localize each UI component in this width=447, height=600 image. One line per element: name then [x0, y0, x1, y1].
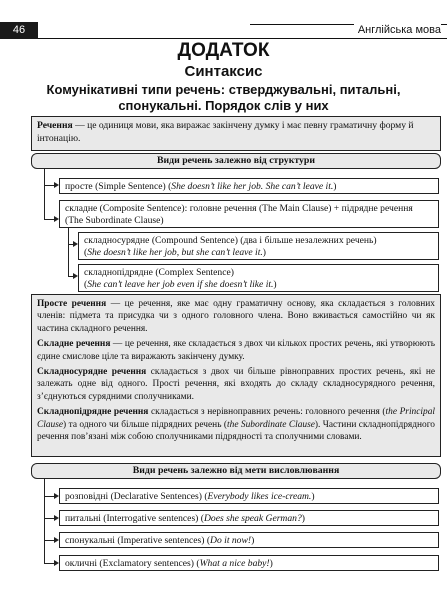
para-text: — це речення, яке складається з двох чи кількох простих речень, які утворюють єдине смислове ціле та виражають закінчену думку.	[37, 339, 435, 362]
complex-sentence-box: складнопідрядне (Complex Sentence) (She can’t leave her job even if she doesn’t like it.)	[78, 264, 439, 292]
term: Складне речення	[37, 339, 111, 350]
simple-example: She doesn’t like her job. She can’t leave it.	[171, 181, 334, 192]
syntax-explanation-box	[31, 294, 441, 457]
paren: )	[333, 181, 337, 192]
declarative-box	[59, 488, 439, 504]
compound-paragraph	[37, 366, 435, 403]
term: Складнопідрядне речення	[37, 407, 149, 418]
section-heading: Комунікативні типи речень: стверджувальні, питальні, спонукальні. Порядок слів у них	[46, 82, 401, 113]
definition-text: — це одиниця мови, яка виражає закінчену думку і має певну граматичну форму й інтонацію.	[37, 120, 414, 144]
definition-term: Речення	[37, 120, 73, 131]
simple-label: просте (Simple Sentence) (	[65, 181, 172, 192]
purpose-connector	[44, 540, 54, 541]
para-text: складається з нерівноправних речень: головного речення (	[148, 407, 386, 418]
paren: )	[311, 491, 315, 502]
term: Складносурядне речення	[37, 367, 147, 378]
interrogative-example: Does she speak German?	[203, 513, 302, 524]
para-text: — це речення, яке має одну граматичну основу, яка складається з головних членів: підмета та присудка чи з одного головного члена. Воно вживається самостійно чи як частина складного речення.	[37, 299, 435, 334]
compound-sentence-box: складносурядне (Compound Sentence) (два і більше незалежних речень) (She doesn’t like her job, but she can’t leave it.)	[78, 232, 439, 260]
exclamatory-label: окличні (Exclamatory sentences) (	[65, 558, 200, 569]
simple-paragraph	[37, 298, 435, 335]
paren: )	[269, 558, 273, 569]
declarative-example: Everybody likes ice-cream.	[207, 491, 312, 502]
page-number: 46	[0, 22, 38, 39]
definition-box	[31, 116, 441, 151]
structure-connector	[44, 185, 54, 186]
compound-example: She doesn’t like her job, but she can’t leave it.	[87, 247, 263, 258]
page-subtitle: Синтаксис	[184, 63, 263, 80]
exclamatory-example: What a nice baby!	[199, 558, 270, 569]
paren: )	[262, 247, 266, 258]
structure-heading: Види речень залежно від структури	[31, 153, 441, 169]
composite-paragraph	[37, 338, 435, 363]
purpose-connector	[44, 479, 45, 563]
composite-connector	[68, 228, 69, 276]
running-head: Англійська мова	[354, 24, 441, 36]
paren: )	[301, 513, 305, 524]
interrogative-box	[59, 510, 439, 526]
imperative-example: Do it now!	[210, 535, 252, 546]
structure-connector	[44, 169, 45, 219]
para-text: ) та одного чи більше підрядних речень (	[63, 419, 228, 430]
para-italic: the Principal Clause	[37, 407, 435, 430]
para-italic: the Subordinate Clause	[227, 419, 315, 430]
imperative-box	[59, 532, 439, 548]
declarative-label: розповідні (Declarative Sentences) (	[65, 491, 208, 502]
exclamatory-box	[59, 555, 439, 571]
purpose-connector	[44, 518, 54, 519]
page-title: ДОДАТОК	[177, 40, 270, 61]
purpose-connector	[44, 563, 54, 564]
purpose-heading: Види речень залежно від мети висловлювання	[31, 463, 441, 479]
paren: )	[273, 279, 277, 290]
term: Просте речення	[37, 299, 107, 309]
imperative-label: спонукальні (Imperative sentences) (	[65, 535, 211, 546]
interrogative-label: питальні (Interrogative sentences) (	[65, 513, 204, 524]
para-text: складається з двох чи більше рівноправних простих речень, які не залежать одне від одного. Прості речення, які входять до складу складносурядного речення, з’єднуються сурядними сполучниками.	[37, 367, 435, 402]
composite-sentence-box	[59, 200, 439, 228]
complexsub-example: She can’t leave her job even if she doesn’t like it.	[87, 279, 274, 290]
complex-paragraph	[37, 406, 435, 443]
header-divider	[38, 38, 447, 39]
composite-label: складне (Composite Sentence): головне речення (The Main Clause) + підрядне речення (The Subordinate Clause)	[65, 203, 413, 226]
compound-label: складносурядне (Compound Sentence) (два і більше незалежних речень)	[84, 235, 377, 246]
complexsub-label: складнопідрядне (Complex Sentence)	[84, 267, 234, 278]
structure-connector	[44, 219, 54, 220]
purpose-connector	[44, 496, 54, 497]
paren: )	[251, 535, 255, 546]
simple-sentence-box	[59, 178, 439, 194]
para-text: ). Частини складнопідрядного речення пов’язані між собою сполучниками підрядності та сполучними словами.	[37, 419, 435, 443]
